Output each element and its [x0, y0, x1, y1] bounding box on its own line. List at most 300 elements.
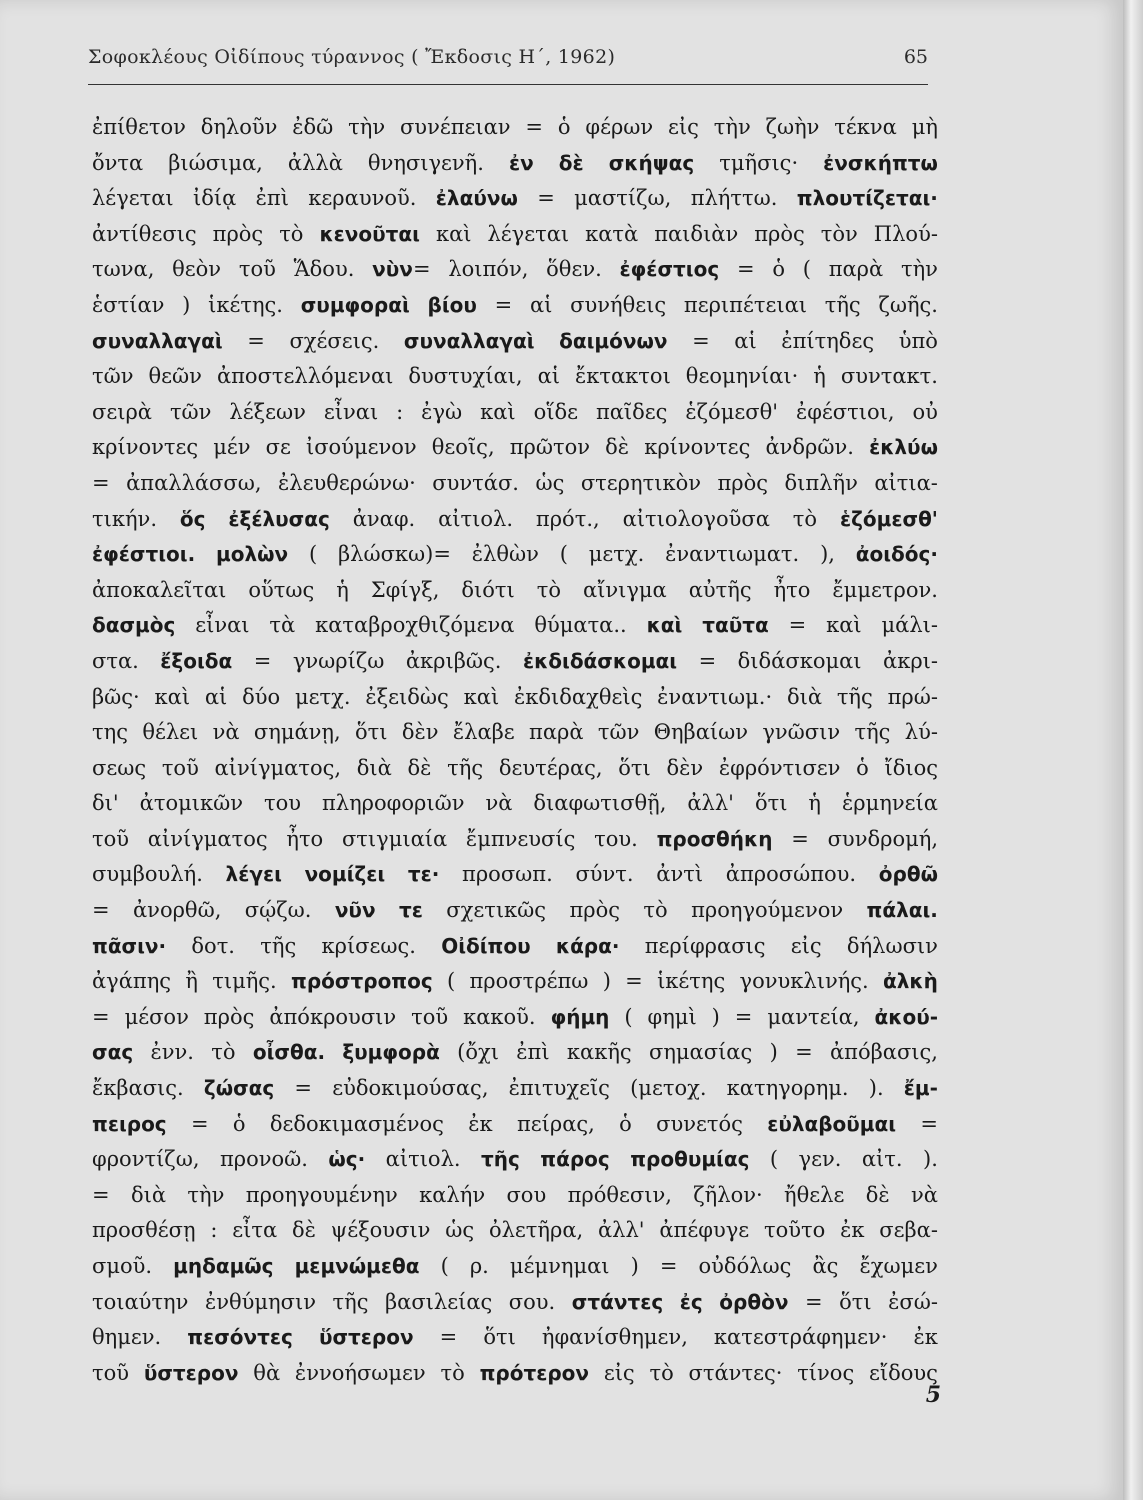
word	[357, 751, 392, 787]
word	[862, 1142, 903, 1178]
gloss-text: θύματα..	[534, 613, 627, 638]
gloss-text: σου	[506, 1182, 547, 1207]
headword: ἔξοιδα	[160, 648, 233, 673]
word	[546, 252, 602, 288]
text-line	[92, 1035, 938, 1071]
headword: ὡς·	[328, 1147, 366, 1172]
word	[884, 751, 938, 787]
word	[293, 644, 385, 680]
word	[253, 1356, 280, 1392]
gloss-text: ὅτι	[483, 1325, 516, 1350]
gloss-text: (ὄχι	[457, 1040, 499, 1065]
gloss-text: θνησιγενῆ.	[367, 150, 484, 175]
word	[432, 430, 495, 466]
gloss-text: τῆς	[836, 684, 873, 709]
gloss-text: τῶν	[92, 364, 134, 389]
word	[575, 359, 671, 395]
text-line	[92, 857, 938, 893]
word	[840, 1213, 864, 1249]
gloss-text: εἶτα	[232, 1218, 278, 1243]
word	[854, 715, 890, 751]
gloss-text: ἱκέτης.	[208, 292, 283, 317]
word	[92, 929, 166, 965]
word	[182, 288, 190, 324]
gloss-text: φροντίζω,	[92, 1147, 200, 1172]
word	[92, 1285, 188, 1321]
gloss-text: ἢ	[185, 969, 198, 994]
word	[574, 181, 671, 217]
word	[510, 430, 590, 466]
word	[150, 1035, 193, 1071]
gloss-text: διότι	[461, 577, 515, 602]
word	[489, 1213, 583, 1249]
word	[686, 359, 799, 395]
word	[246, 1178, 398, 1214]
word	[832, 573, 938, 609]
gloss-text: ἀνδρῶν.	[765, 435, 854, 460]
word	[660, 1249, 678, 1285]
word	[568, 1178, 672, 1214]
text-line	[92, 1213, 938, 1249]
gloss-text: ἐναντιωμ.·	[657, 684, 773, 709]
word	[204, 1071, 274, 1107]
gloss-text: πρὸς	[754, 221, 805, 246]
word	[525, 110, 543, 146]
word	[142, 715, 198, 751]
gloss-text: γεν.	[798, 1147, 842, 1172]
gloss-text: =	[439, 1325, 458, 1350]
word	[645, 929, 766, 965]
word	[92, 822, 129, 858]
gloss-text: ).	[868, 1076, 884, 1101]
word	[509, 1285, 555, 1321]
headword: ὀρθῶ	[878, 862, 938, 887]
gloss-text: τικήν.	[92, 506, 157, 531]
word	[92, 537, 195, 573]
headword: πάρος	[540, 1147, 610, 1172]
gloss-text: ὁ	[619, 1111, 632, 1136]
word	[92, 1035, 133, 1071]
gloss-text: =	[736, 257, 755, 282]
headword: συναλλαγαὶ	[92, 328, 223, 353]
gloss-text: ὄντα	[92, 150, 144, 175]
word	[332, 1071, 488, 1107]
word	[92, 146, 143, 182]
gloss-text: νὰ	[911, 1182, 938, 1207]
word	[767, 1000, 859, 1036]
word	[649, 1356, 673, 1392]
word	[540, 1142, 609, 1178]
word	[92, 751, 146, 787]
text-line	[92, 430, 938, 466]
word	[193, 181, 236, 217]
gloss-text: ἀναφ.	[352, 506, 416, 531]
gloss-text: (	[308, 542, 318, 567]
gloss-text: κατηγορημ.	[726, 1076, 849, 1101]
word	[309, 537, 317, 573]
word	[559, 146, 584, 182]
word	[331, 1213, 431, 1249]
headword: μηδαμῶς	[173, 1254, 274, 1278]
gloss-text: προηγούμενον	[691, 898, 844, 923]
text-line	[92, 1178, 938, 1214]
gloss-text: (	[624, 1004, 633, 1029]
word	[839, 1285, 872, 1321]
word	[829, 252, 884, 288]
word	[291, 964, 433, 1000]
gloss-text: κρίσεως.	[321, 933, 416, 958]
word	[656, 1107, 743, 1143]
gloss-text: λέγεται	[487, 221, 570, 246]
word	[583, 573, 667, 609]
gloss-text: εἴδους	[869, 1360, 938, 1385]
gloss-text: τὸν	[820, 221, 858, 246]
gloss-text: τοῦτο	[763, 1218, 826, 1243]
gloss-text: ἐκ	[468, 1111, 493, 1136]
word	[755, 786, 788, 822]
word	[874, 466, 938, 502]
gloss-text: συντακτ.	[840, 364, 938, 389]
gloss-text: τῆς	[824, 292, 861, 317]
gloss-text: μάλι-	[881, 613, 938, 638]
word	[767, 1107, 896, 1143]
headword: τε·	[407, 862, 440, 887]
gloss-text: πληροφοριῶν	[321, 791, 465, 816]
gloss-text: ἱκέτης	[657, 969, 726, 994]
headword: δαιμόνων	[559, 328, 668, 353]
headword: πλουτίζεται·	[796, 186, 938, 211]
word	[754, 217, 805, 253]
word	[657, 964, 725, 1000]
gloss-text: ὑπὸ	[898, 328, 938, 353]
gloss-text: ἔχωμεν	[859, 1254, 938, 1278]
gloss-text: του	[263, 791, 301, 816]
word	[466, 822, 575, 858]
word	[92, 252, 154, 288]
word	[842, 786, 938, 822]
word	[735, 1000, 753, 1036]
text-line	[92, 537, 938, 573]
word	[92, 964, 171, 1000]
word	[772, 252, 785, 288]
text-line	[92, 644, 938, 680]
gloss-text: διὰ	[356, 755, 392, 780]
gloss-text: =	[920, 1111, 938, 1136]
gloss-text: =	[525, 115, 544, 139]
word	[445, 1213, 474, 1249]
word	[333, 1285, 369, 1321]
word	[882, 608, 938, 644]
gloss-text: θεοῖς,	[431, 435, 495, 460]
word	[269, 1000, 396, 1036]
gloss-text: φημὶ	[647, 1004, 697, 1029]
word	[295, 1249, 420, 1285]
gloss-text: καταβροχθιζόμενα	[315, 613, 515, 638]
word	[680, 1285, 703, 1321]
gloss-text: ὁ	[232, 1111, 246, 1136]
gloss-text: πλήττω.	[690, 186, 778, 211]
word	[506, 1178, 546, 1214]
gloss-text: μὴ	[911, 115, 938, 139]
word	[92, 715, 128, 751]
gloss-text: στάντες·	[688, 1360, 783, 1385]
word	[368, 146, 484, 182]
word	[92, 1142, 200, 1178]
word	[441, 929, 530, 965]
word	[447, 964, 455, 1000]
gloss-text: )	[182, 292, 191, 317]
gloss-text: σου.	[508, 1289, 556, 1314]
text-line	[92, 359, 938, 395]
word	[408, 857, 440, 893]
word	[126, 466, 261, 502]
gloss-text: κακῆς	[566, 1040, 632, 1065]
word	[630, 1142, 749, 1178]
word	[342, 1035, 439, 1071]
gloss-text: ὁ	[557, 115, 571, 139]
gloss-text: τοῦ	[92, 1360, 130, 1385]
word	[585, 110, 653, 146]
text-line	[92, 252, 938, 288]
header-rule	[88, 84, 928, 85]
gloss-text: οὕτως	[248, 577, 315, 602]
word	[770, 1035, 778, 1071]
gloss-text: ἐπίθετον	[92, 115, 186, 139]
gloss-text: τὴν	[348, 115, 386, 139]
word	[530, 288, 552, 324]
word	[295, 680, 351, 716]
headword: λέγει	[225, 862, 282, 887]
text-line	[92, 1071, 938, 1107]
word	[216, 537, 288, 573]
word	[859, 1249, 937, 1285]
gloss-text: ἐφέστιοι,	[795, 399, 895, 424]
word	[428, 288, 477, 324]
headword: ἐκδιδάσκομαι	[522, 648, 678, 673]
word	[689, 573, 752, 609]
word	[185, 964, 198, 1000]
gloss-text: ἀντὶ	[656, 862, 704, 887]
word	[647, 608, 683, 644]
word	[411, 1000, 448, 1036]
headword: μεμνώμεθα	[294, 1254, 420, 1278]
gloss-text: διὰ	[130, 1182, 167, 1207]
word	[365, 680, 448, 716]
gloss-text: τῆς	[447, 755, 484, 780]
word	[656, 857, 703, 893]
word	[551, 1000, 610, 1036]
headword: πάλαι.	[866, 898, 938, 923]
word	[594, 822, 638, 858]
word	[441, 1249, 449, 1285]
gloss-text: γνωρίζω	[292, 648, 385, 673]
word	[92, 857, 203, 893]
word	[883, 964, 938, 1000]
headword: ἐλαύνω	[435, 186, 518, 211]
gloss-text: λέγεται	[92, 186, 174, 211]
word	[791, 822, 809, 858]
gloss-text: αἰτιολογοῦσα	[622, 506, 770, 531]
gloss-text: συνετός	[656, 1111, 743, 1136]
word	[92, 359, 134, 395]
gloss-text: σχετικῶς	[446, 898, 547, 923]
word	[92, 181, 174, 217]
gloss-text: τοιαύτην	[92, 1289, 189, 1314]
word	[322, 786, 465, 822]
gloss-text: δι'	[92, 791, 119, 816]
gloss-text: ἂς	[812, 1254, 839, 1278]
word	[92, 644, 139, 680]
word	[495, 288, 513, 324]
text-line	[92, 893, 938, 929]
word	[692, 324, 710, 360]
gloss-text: =	[734, 1004, 753, 1029]
word	[319, 1320, 414, 1356]
gloss-text: παρὰ	[529, 720, 584, 745]
gloss-text: ἀλλ'	[687, 791, 734, 816]
word	[847, 929, 938, 965]
gloss-text: =	[190, 1111, 209, 1136]
word	[856, 751, 869, 787]
word	[162, 751, 199, 787]
word	[789, 608, 807, 644]
word	[598, 1213, 645, 1249]
gloss-text: δὲ	[865, 1182, 890, 1207]
word	[556, 929, 620, 965]
gloss-text: δυστυχίαι,	[408, 364, 523, 389]
word	[205, 1285, 316, 1321]
gloss-text: ἑζόμεσθ'	[685, 399, 778, 424]
word	[294, 252, 355, 288]
headword: νῦν	[334, 898, 376, 923]
word	[487, 217, 569, 253]
word	[791, 929, 822, 965]
word	[537, 181, 555, 217]
word	[170, 395, 212, 431]
gloss-text: οὐδόλως	[698, 1254, 792, 1278]
gloss-text: πρόθεσιν,	[567, 1182, 672, 1207]
word	[220, 1142, 308, 1178]
gloss-text: ).	[923, 1147, 938, 1172]
word	[269, 608, 295, 644]
word	[603, 964, 611, 1000]
gloss-text: ἀκριβῶς.	[405, 648, 502, 673]
headword: πᾶσιν·	[92, 933, 167, 958]
gloss-text: νὰ	[485, 791, 513, 816]
text-line	[92, 395, 938, 431]
gloss-text: κατὰ	[585, 221, 639, 246]
word	[796, 395, 895, 431]
headword: ἐφέστιος	[619, 257, 720, 282]
gloss-text: =	[92, 1182, 110, 1207]
text-line	[92, 502, 938, 538]
headword: τε	[398, 898, 423, 923]
word	[717, 466, 768, 502]
word	[904, 1071, 938, 1107]
word	[620, 252, 720, 288]
gloss-text: =	[788, 613, 807, 638]
gloss-text: :	[396, 399, 404, 424]
gloss-text: σημασίας	[648, 1040, 753, 1065]
text-line	[92, 1142, 938, 1178]
gloss-text: παῖδες	[595, 399, 668, 424]
headword: δασμὸς	[92, 613, 176, 638]
text-line	[92, 288, 938, 324]
gloss-text: σύντ.	[575, 862, 634, 887]
word	[247, 324, 265, 360]
word	[92, 502, 157, 538]
word	[514, 680, 642, 716]
gloss-text: προσωπ.	[462, 862, 553, 887]
gloss-text: ζωῆς.	[878, 292, 938, 317]
word	[856, 537, 938, 573]
gloss-text: ἀπαλλάσσω,	[126, 470, 262, 495]
word	[92, 680, 140, 716]
gloss-text: ἀποκαλεῖται	[92, 577, 227, 602]
gloss-text: τὸ	[643, 898, 668, 923]
text-line	[92, 715, 938, 751]
headword: βίου	[427, 292, 477, 317]
word	[242, 680, 280, 716]
gloss-text: ὀλετῆρα,	[488, 1218, 584, 1243]
word	[905, 715, 938, 751]
gloss-text: περιπέτειαι	[683, 292, 807, 317]
gloss-text: ἔκβασις.	[92, 1076, 184, 1101]
word	[920, 1107, 938, 1143]
text-line	[92, 1356, 938, 1392]
gloss-text: διὰ	[786, 684, 822, 709]
text-line	[92, 181, 938, 217]
gloss-text: ὅτι	[754, 791, 788, 816]
word	[879, 1213, 938, 1249]
gloss-text: Ἅδου.	[293, 257, 355, 282]
gloss-text: περίφρασις	[644, 933, 766, 958]
gloss-text: ἀπόκρουσιν	[269, 1004, 397, 1029]
word	[820, 537, 835, 573]
headword: ὀρθὸν	[719, 1289, 789, 1314]
word	[901, 252, 938, 288]
headword: δὲ	[558, 150, 584, 175]
gloss-text: συνδρομή,	[827, 826, 938, 851]
headword: ὕστερον	[143, 1360, 239, 1385]
gloss-text: ἐναντιωματ.	[665, 542, 800, 567]
word	[372, 252, 430, 288]
gloss-text: γνῶσιν	[762, 720, 841, 745]
gloss-text: ἡ	[336, 577, 349, 602]
gloss-text: αἰνίγματος,	[214, 755, 342, 780]
gloss-text: οὐ	[912, 399, 938, 424]
headword: ἐκλύω	[869, 435, 938, 460]
gloss-text: πρὸς	[569, 898, 621, 923]
gloss-text: εὐδοκιμούσας,	[332, 1076, 489, 1101]
word	[714, 110, 751, 146]
word	[668, 110, 699, 146]
headword: συναλλαγαὶ	[403, 328, 535, 353]
gloss-text: αἱ	[734, 328, 757, 353]
gloss-text: τὴν	[713, 115, 751, 139]
gloss-text: ἐσώ-	[888, 1289, 938, 1314]
gloss-text: σμοῦ.	[92, 1254, 153, 1278]
word	[211, 1035, 235, 1071]
gloss-text: ὡς	[535, 470, 565, 495]
word	[480, 395, 516, 431]
word	[92, 430, 198, 466]
gloss-text: εἶναι	[323, 399, 379, 424]
word	[699, 1249, 792, 1285]
word	[499, 751, 603, 787]
gloss-text: τοῦ	[92, 826, 130, 851]
word	[581, 466, 701, 502]
